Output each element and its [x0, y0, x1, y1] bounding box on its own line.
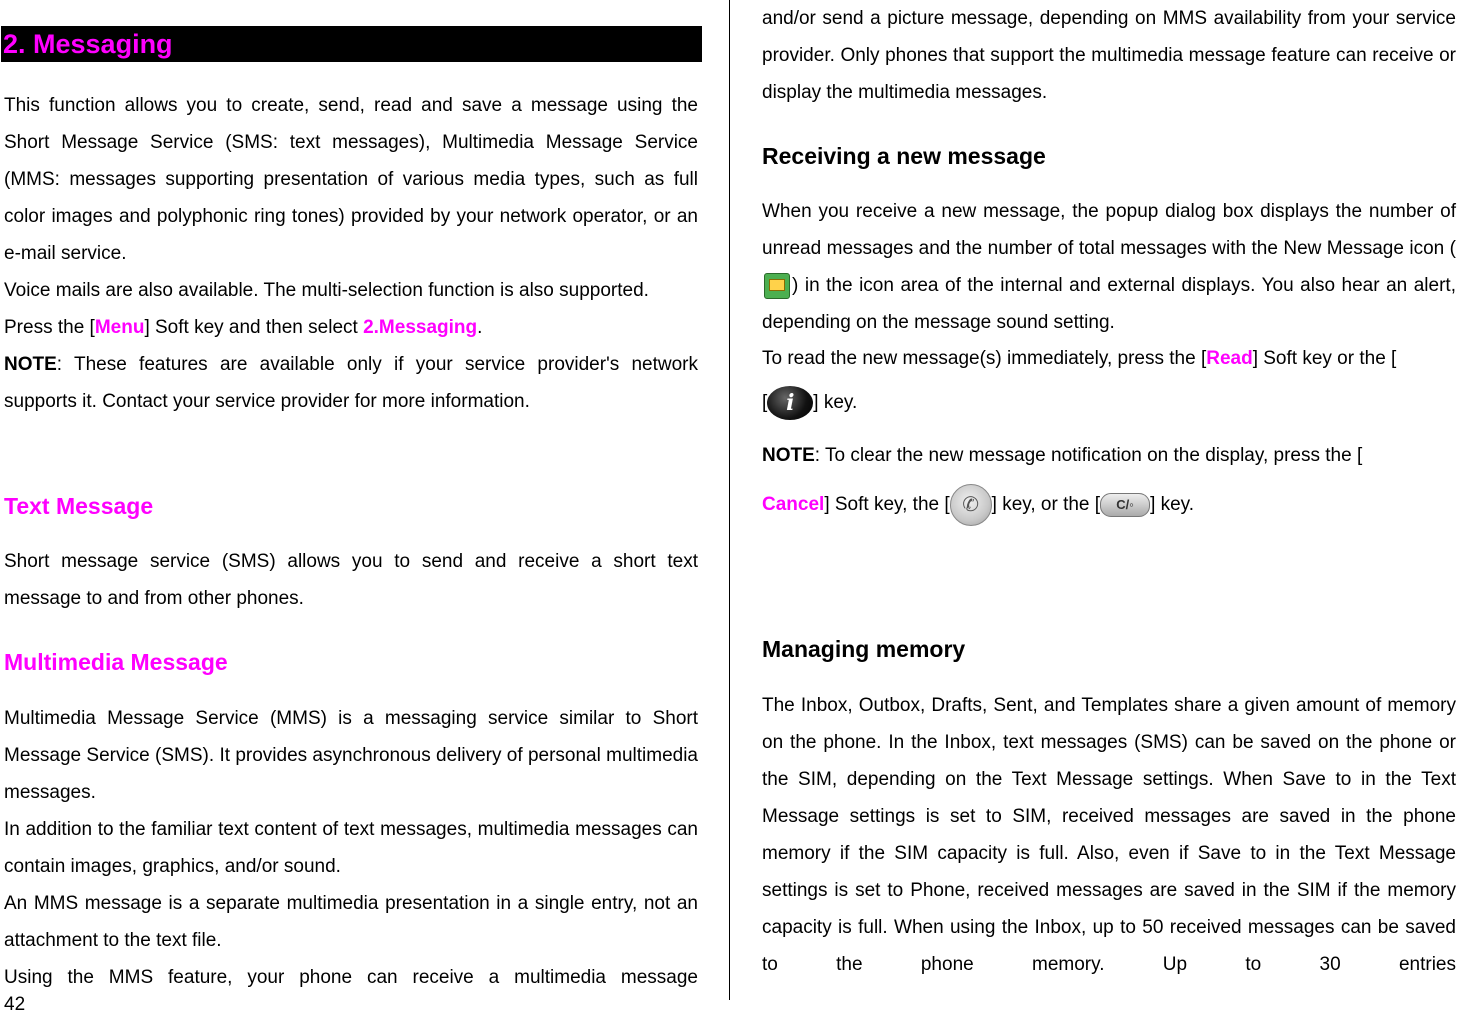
mms-heading: Multimedia Message	[4, 649, 228, 675]
press-prefix: Press the [	[4, 317, 95, 338]
page-number: 42	[4, 994, 26, 1015]
read-text-c: ] key.	[813, 392, 858, 413]
mms-paragraph-1: Multimedia Message Service (MMS) is a messaging service similar to Short Message Service (SMS). It provides asynchronous delivery of personal multimedia messages.	[4, 708, 698, 803]
text-message-block	[4, 543, 698, 617]
memory-block	[762, 687, 1456, 983]
note-paragraph-right	[762, 437, 1456, 475]
messaging-menu-item: 2.Messaging	[363, 317, 478, 338]
receiving-paragraph	[762, 193, 1456, 341]
press-suffix: .	[477, 317, 483, 338]
column-divider	[729, 0, 730, 1000]
mms-paragraph-4: Using the MMS feature, your phone can receive a multimedia message	[4, 967, 698, 988]
note-text-d: ] key.	[1150, 494, 1195, 515]
continued-paragraph: and/or send a picture message, depending on MMS availability from your service provider. Only phones that support the multimedia message feature can receive or display the multimedia messages.	[762, 8, 1456, 103]
receiving-text-b: ) in the icon area of the internal and external displays. You also hear an alert, depending on the message sound setting.	[762, 275, 1456, 333]
read-key-label: Read	[1206, 348, 1253, 369]
note-paragraph	[4, 346, 698, 420]
read-key-line: [ i ] key.	[762, 377, 1456, 429]
note-keys-line	[762, 475, 1456, 535]
section-title-bar: 2. Messaging	[1, 26, 702, 62]
intro-block	[4, 87, 698, 420]
cancel-key-label: Cancel	[762, 494, 825, 515]
note-text-a: : To clear the new message notification on the display, press the [	[814, 445, 1363, 466]
note-text-b: ] Soft key, the [	[824, 494, 950, 515]
receiving-text-a: When you receive a new message, the popup dialog box displays the number of unread messages and the number of total messages with the New Message icon (	[762, 201, 1456, 259]
voice-paragraph: Voice mails are also available. The multi-selection function is also supported.	[4, 280, 649, 301]
continued-block	[762, 0, 1456, 111]
receiving-heading: Receiving a new message	[762, 143, 1046, 169]
text-message-body: Short message service (SMS) allows you to send and receive a short text message to and from other phones.	[4, 551, 698, 609]
clear-key-icon: C/◦	[1100, 493, 1150, 517]
read-text-a: To read the new message(s) immediately, press the [	[762, 348, 1207, 369]
ok-key-icon: i	[767, 386, 813, 420]
note-text: : These features are available only if your service provider's network supports it. Contact your service provider for more information.	[4, 354, 698, 412]
note-label: NOTE	[4, 354, 57, 375]
menu-key-label: Menu	[94, 317, 145, 338]
end-key-icon: ✆	[950, 484, 992, 526]
read-text-b: ] Soft key or the [	[1252, 348, 1397, 369]
read-paragraph	[762, 341, 1456, 377]
new-message-icon	[764, 273, 790, 299]
press-menu-paragraph	[4, 309, 698, 346]
note-text-c: ] key, or the [	[991, 494, 1101, 515]
mms-block	[4, 700, 698, 996]
memory-heading: Managing memory	[762, 636, 966, 662]
text-message-heading: Text Message	[4, 493, 154, 519]
note-label-right: NOTE	[762, 445, 815, 466]
mms-paragraph-3: An MMS message is a separate multimedia presentation in a single entry, not an attachment to the text file.	[4, 893, 698, 951]
mms-paragraph-2: In addition to the familiar text content of text messages, multimedia messages can contain images, graphics, and/or sound.	[4, 819, 698, 877]
receiving-block	[762, 193, 1456, 535]
memory-paragraph: The Inbox, Outbox, Drafts, Sent, and Templates share a given amount of memory on the phone. In the Inbox, text messages (SMS) can be saved on the phone or the SIM, depending on the Text Message settings. When Save to in the Text Message settings is set to SIM, received messages are saved in the phone memory if the SIM capacity is full. Also, even if Save to in the Text Message settings is set to Phone, received messages are saved in the SIM if the memory capacity is full. When using the Inbox, up to 50 received messages can be saved to the phone memory. Up to 30 entries	[762, 695, 1456, 975]
intro-paragraph: This function allows you to create, send, read and save a message using the Short Message Service (SMS: text messages), Multimedia Message Service (MMS: messages supporting presentation of various media types, such as full color images and polyphonic ring tones) provided by your network operator, or an e-mail service.	[4, 95, 698, 264]
press-mid: ] Soft key and then select	[144, 317, 364, 338]
